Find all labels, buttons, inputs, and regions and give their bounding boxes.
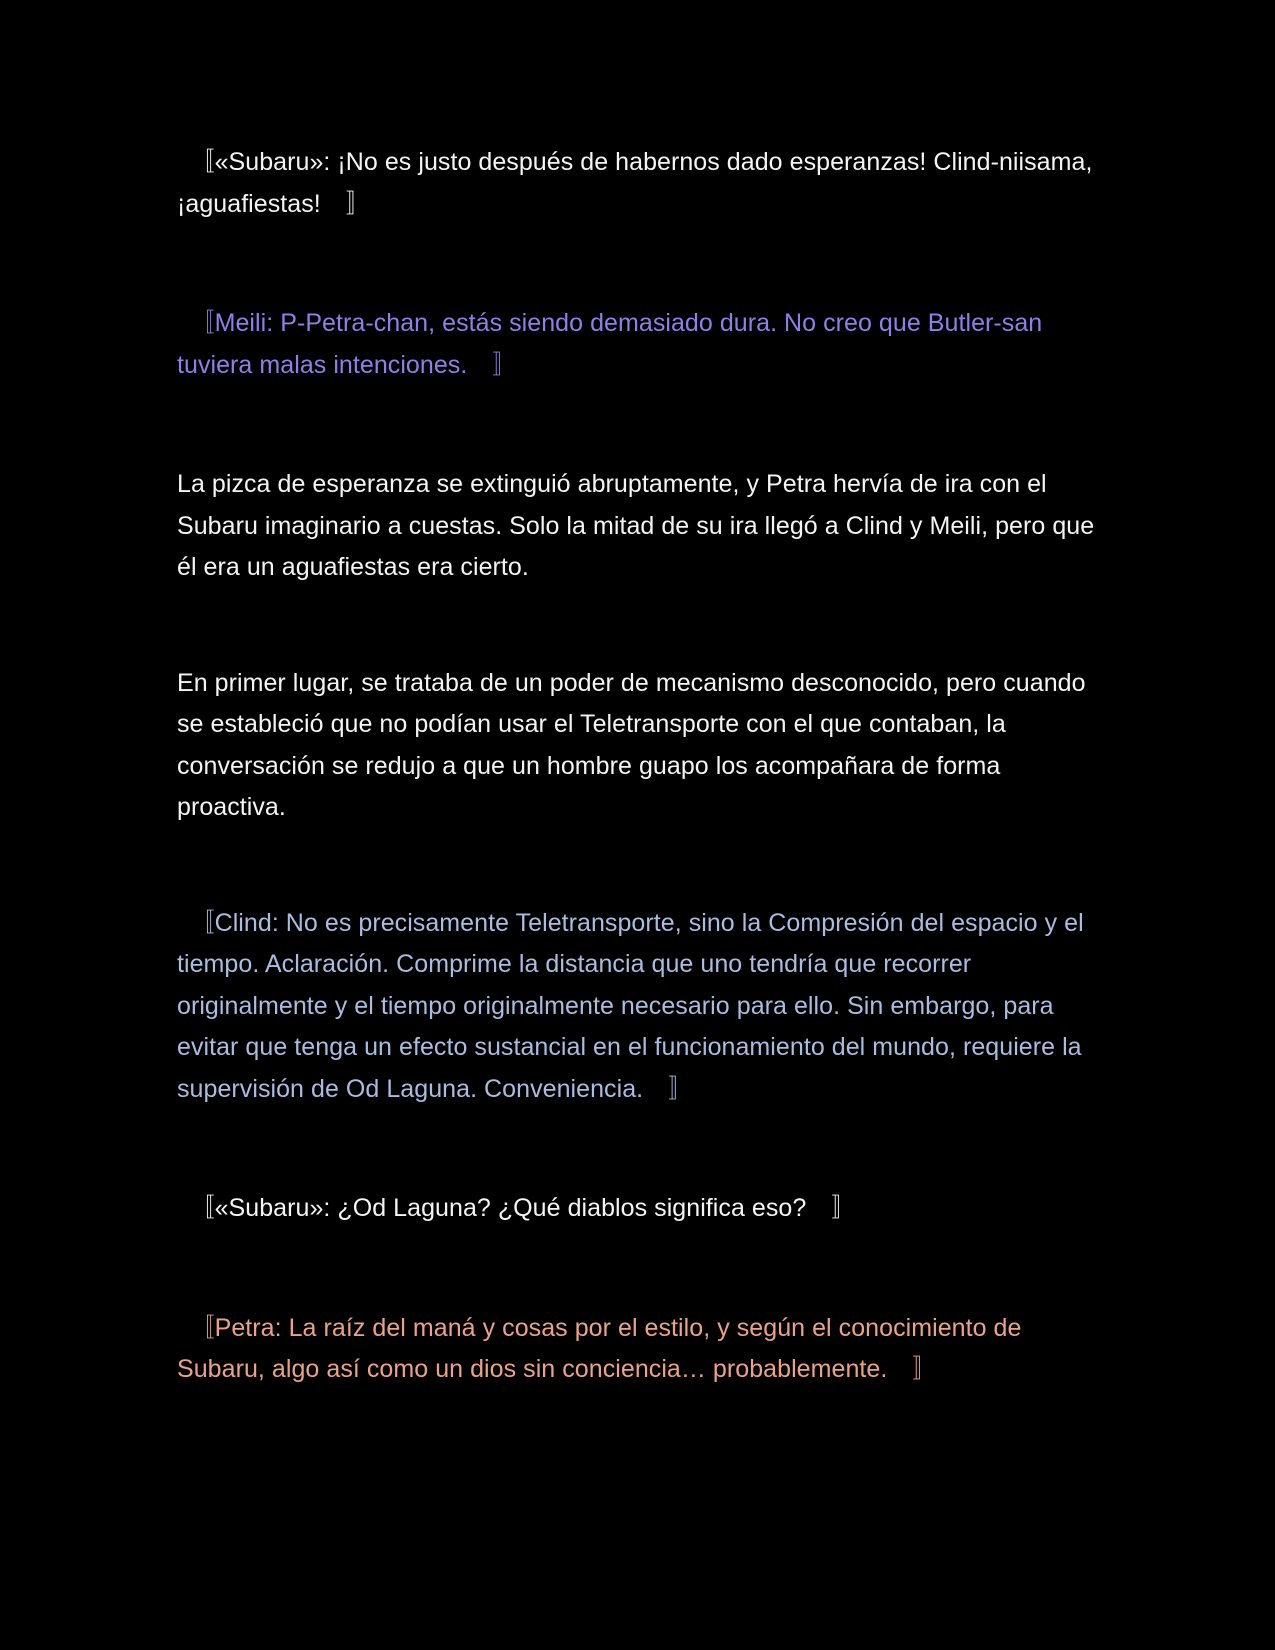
dialogue-subaru-2: 〚«Subaru»: ¿Od Laguna? ¿Qué diablos significa eso? 〛: [177, 1194, 857, 1222]
narration-paragraph-1: La pizca de esperanza se extinguió abruptamente, y Petra hervía de ira con el Subaru imaginario a cuestas. Solo la mitad de su ira llegó a Clind y Meili, pero que él era un aguafiestas era cierto.: [177, 470, 1095, 581]
narration-paragraph-2: En primer lugar, se trataba de un poder de mecanismo desconocido, pero cuando se estableció que no podían usar el Teletransporte con el que contaban, la conversación se redujo a que un hombre guapo los acompañara de forma proactiva.: [177, 668, 1086, 821]
dialogue-meili: 〚Meili: P-Petra-chan, estás siendo demasiado dura. No creo que Butler-san tuviera malas intenciones. 〛: [177, 309, 1043, 379]
dialogue-petra: 〚Petra: La raíz del maná y cosas por el estilo, y según el conocimiento de Subaru, algo así como un dios sin conciencia… probablemente. 〛: [177, 1313, 1022, 1383]
document-body: [177, 142, 1107, 1391]
dialogue-clind: 〚Clind: No es precisamente Teletransporte, sino la Compresión del espacio y el tiempo. Aclaración. Comprime la distancia que uno tendría que recorrer originalmente y el tiempo originalmente necesario para ello. Sin embargo, para evitar que tenga un efecto sustancial en el funcionamiento del mundo, requiere la supervisión de Od Laguna. Conveniencia. 〛: [177, 908, 1084, 1103]
dialogue-subaru-1: 〚«Subaru»: ¡No es justo después de habernos dado esperanzas! Clind-niisama, ¡aguafiestas! 〛: [177, 148, 1093, 218]
